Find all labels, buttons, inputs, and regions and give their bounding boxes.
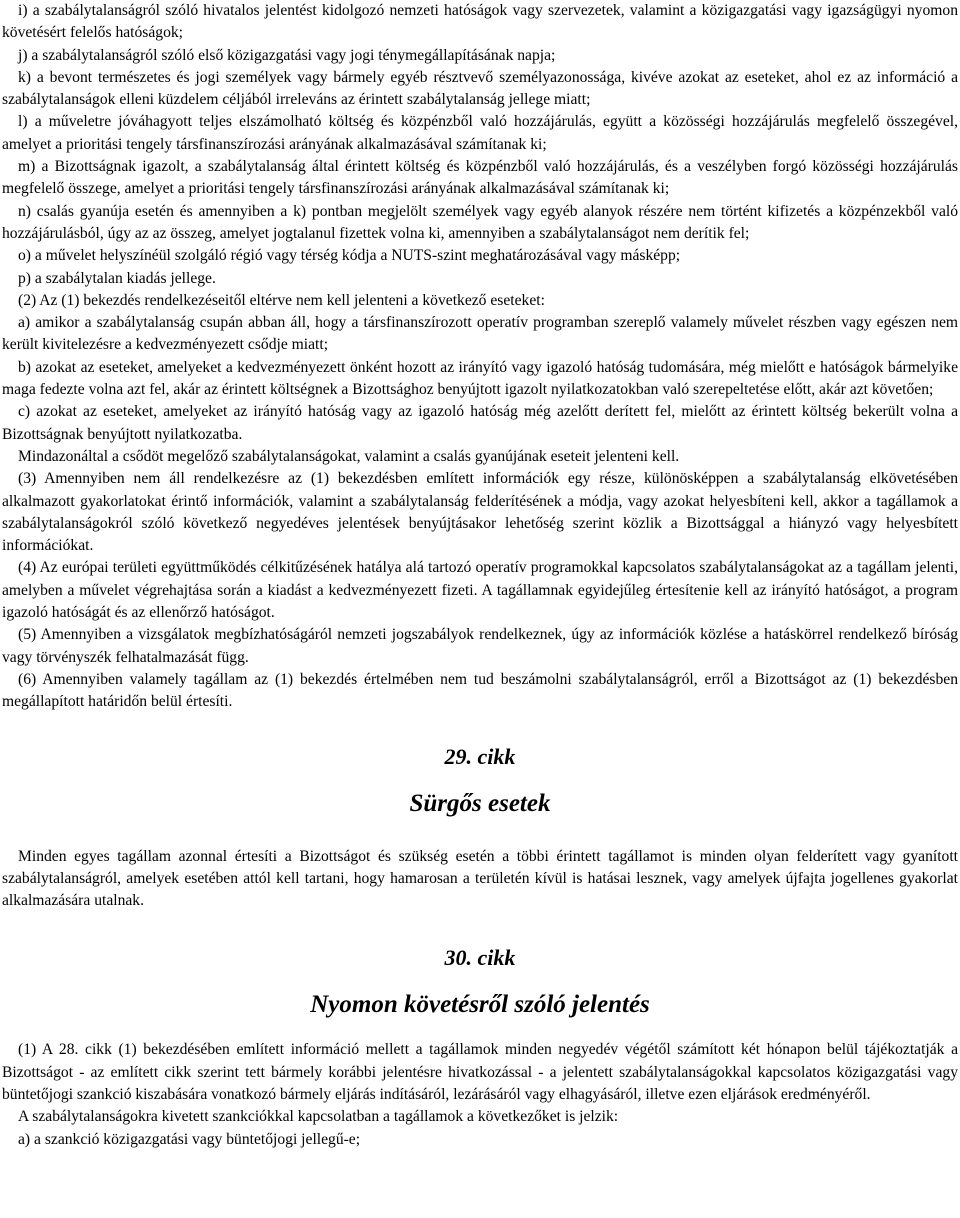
paragraph: c) azokat az eseteket, amelyeket az irányító hatóság vagy az igazoló hatóság még azelőtt derített fel, mielőtt az érintett költség bekerült volna a Bizottságnak benyújtott nyilatkozatba. [2,403,958,443]
paragraph: Minden egyes tagállam azonnal értesíti a Bizottságot és szükség esetén a többi érintett tagállamot is minden olyan felderített vagy gyanított szabálytalanságról, amelyek esetében attól kell tartani, hogy hamarosan a területén kívül is hatásai lesznek, vagy amelyek újfajta jogellenes gyakorlat alkalmazására utalnak. [2,847,958,910]
paragraph: (5) Amennyiben a vizsgálatok megbízhatóságáról nemzeti jogszabályok rendelkeznek, úgy az információk közlése a hatáskörrel rendelkező bíróság vagy törvényszék felhatalmazását függ. [2,626,958,666]
article-30-number: 30. cikk [444,945,516,971]
paragraph: n) csalás gyanúja esetén és amennyiben a k) pontban megjelölt személyek vagy egyéb alanyok részére nem történt kifizetés a közpénzekből való hozzájárulásból, úgy az az összeg, amelyet jogtalanul fizettek volna ki, amennyiben a szabálytalanságot nem derítik fel; [2,202,958,242]
paragraph: (4) Az európai területi együttműködés célkitűzésének hatálya alá tartozó operatív programokkal kapcsolatos szabálytalanságokat az a tagállam jelenti, amelyben a művelet végrehajtása során a kiadást a kedvezményezett fizeti. A tagállamnak egyidejűleg értesítenie kell az irányító hatóságot, a program igazoló hatóságát és az ellenőrző hatóságot. [2,559,958,622]
paragraph: (2) Az (1) bekezdés rendelkezéseitől eltérve nem kell jelenteni a következő eseteket: [18,291,545,309]
paragraph: i) a szabálytalanságról szóló hivatalos jelentést kidolgozó nemzeti hatóságok vagy szervezetek, valamint a közigazgatási vagy igazságügyi nyomon követésért felelős hatóságok; [2,2,958,42]
article-29-body [2,846,958,913]
article-30-body [2,1039,958,1150]
paragraph: a) a szankció közigazgatási vagy büntetőjogi jellegű-e; [18,1130,361,1148]
paragraph: b) azokat az eseteket, amelyeket a kedvezményezett önként hozott az irányító vagy igazoló hatóság tudomására, még mielőtt e hatóságok bármelyike maga fedezte volna azt fel, akár az érintett költségnek a Bizottsághoz benyújtott igazolt nyilatkozatokban való szerepeltetése előtt, akár azt követően; [2,358,958,399]
paragraph: (1) A 28. cikk (1) bekezdésében említett információ mellett a tagállamok minden negyedév végétől számított két hónapon belül tájékoztatják a Bizottságot - az említett cikk szerint tett bármely korábbi jelentésre hivatkozással - a jelentett szabálytalanságokkal kapcsolatos közigazgatási vagy büntetőjogi szankció kiszabására vonatkozó bármely eljárás indításáról, lezárásáról vagy elhagyásáról, illetve ezen eljárások eredményéről. [2,1041,958,1103]
article-29-title: Sürgős esetek [409,789,551,817]
article-30-title: Nyomon követésről szóló jelentés [310,991,650,1019]
paragraph: l) a műveletre jóváhagyott teljes elszámolható költség és közpénzből való hozzájárulás, együtt a közösségi hozzájárulás megfelelő összegével, amelyet a prioritási tengely társfinanszírozási arányának alkalmazásával számítanak ki; [2,113,958,153]
paragraph: (6) Amennyiben valamely tagállam az (1) bekezdés értelmében nem tud beszámolni szabálytalanságról, erről a Bizottságot az (1) bekezdésben megállapított határidőn belül értesíti. [2,670,958,711]
paragraph: p) a szabálytalan kiadás jellege. [18,269,216,287]
paragraph: m) a Bizottságnak igazolt, a szabálytalanság által érintett költség és közpénzből való hozzájárulás, és a veszélyben forgó közösségi hozzájárulás megfelelő összege, amelyet a prioritási tengely társfinanszírozási arányának alkalmazásával számítanak ki; [2,158,958,198]
paragraph: k) a bevont természetes és jogi személyek vagy bármely egyéb résztvevő személyazonossága, kivéve azokat az eseteket, ahol ez az információ a szabálytalanságok elleni küzdelem céljából irreleváns az érintett szabálytalanság jellege miatt; [2,68,958,109]
paragraph: a) amikor a szabálytalanság csupán abban áll, hogy a társfinanszírozott operatív programban szereplő valamely művelet részben vagy egészen nem került kivitelezésre a kedvezményezett csődje miatt; [2,314,958,354]
paragraph: (3) Amennyiben nem áll rendelkezésre az (1) bekezdésben említett információk egy része, különösképpen a szabálytalanság elkövetésében alkalmazott gyakorlatokat érintő információk, valamint a szabálytalanság felderítésének a módja, vagy azokat helyesbíteni kell, akkor a tagállamok a szabálytalanságokról szóló következő negyedéves jelentések benyújtásakor lehetőség szerint közlik a Bizottsággal a hiányzó vagy helyesbített információkat. [2,470,958,555]
paragraph: A szabálytalanságokra kivetett szankciókkal kapcsolatban a tagállamok a következőket is jelzik: [18,1108,619,1126]
paragraph: j) a szabálytalanságról szóló első közigazgatási vagy jogi ténymegállapításának napja; [18,46,556,64]
article-28-continuation [2,0,958,714]
paragraph: Mindazonáltal a csődöt megelőző szabálytalanságokat, valamint a csalás gyanújának eseteit jelenteni kell. [18,447,680,465]
paragraph: o) a művelet helyszínéül szolgáló régió vagy térség kódja a NUTS-szint meghatározásával vagy másképp; [18,247,681,265]
article-29-number: 29. cikk [444,743,516,769]
